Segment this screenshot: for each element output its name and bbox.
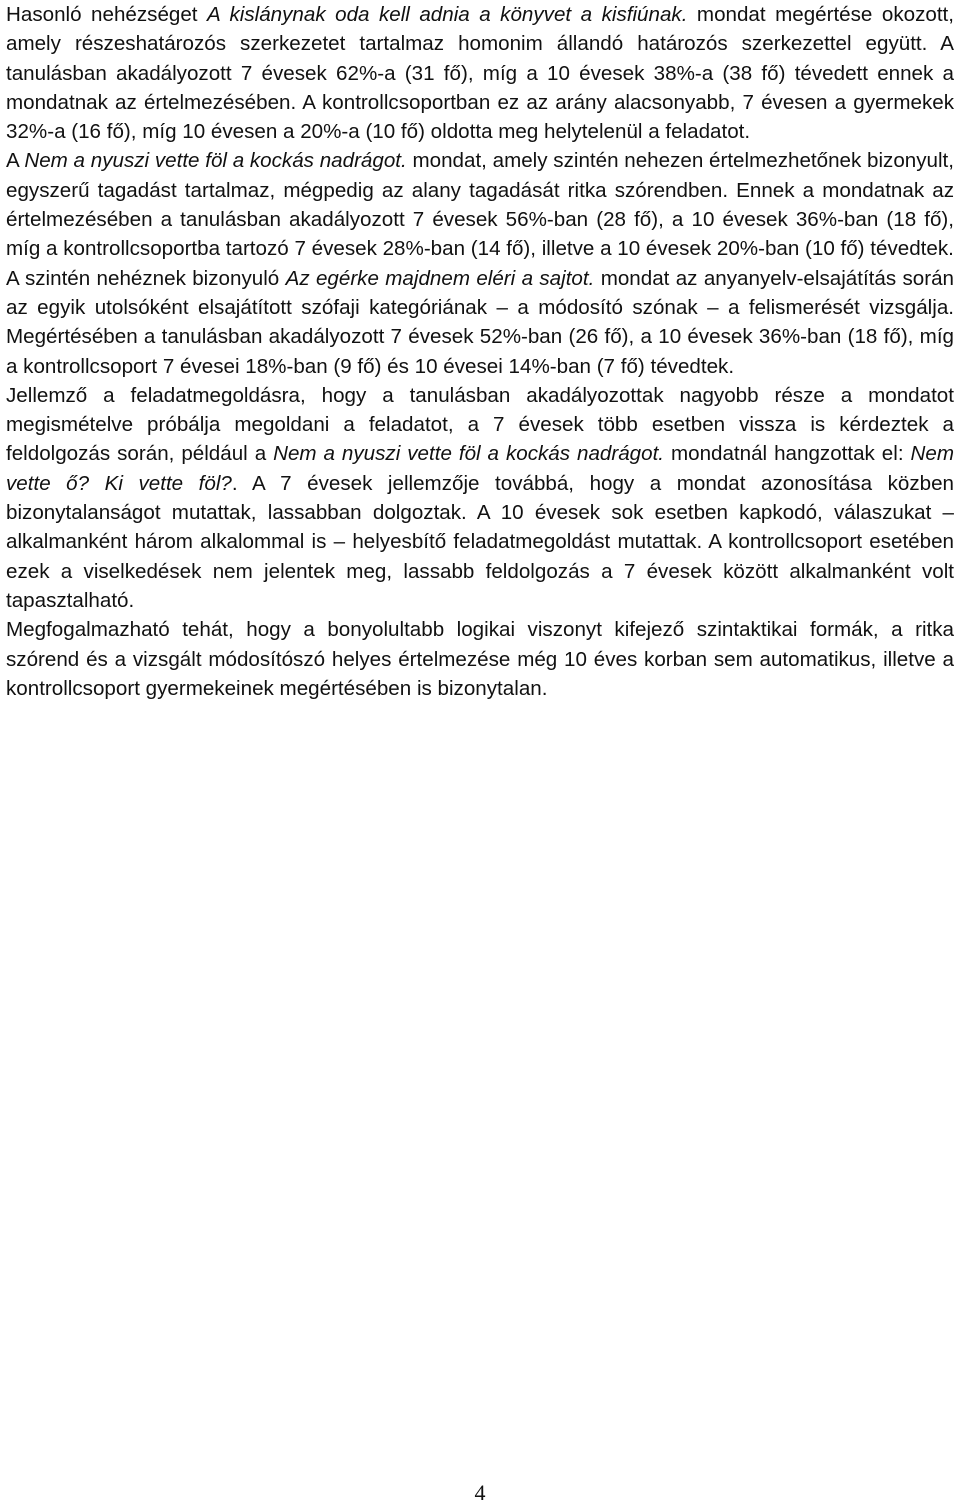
paragraph-2 [6, 146, 954, 263]
paragraph-2-example-sentence: Nem a nyuszi vette föl a kockás nadrágot. [24, 149, 407, 173]
paragraph-5 [6, 615, 954, 703]
paragraph-2-text-1: A [6, 149, 25, 173]
paragraph-4-text-2: mondatnál hangzottak el: [664, 442, 911, 466]
paragraph-4-text-3: . A 7 évesek jellemzője továbbá, hogy a mondat azonosítása közben bizonytalanságot mutattak, lassabban dolgoztak. A 10 évesek sok esetben kapkodó, válaszukat – alkalmanként három alkalommal is – helyesbítő feladatmegoldást mutattak. A kontrollcsoport esetében ezek a viselkedések nem jelentek meg, lassabb feldolgozás a 7 évesek között alkalmanként volt tapasztalható. [6, 471, 954, 612]
paragraph-4-example-sentence: Nem a nyuszi vette föl a kockás nadrágot. [273, 442, 665, 466]
paragraph-2-text-2: mondat, amely szintén nehezen értelmezhetőnek bizonyult, egyszerű tagadást tartalmaz, mégpedig az alany tagadását ritka szórendben. Ennek a mondatnak az értelmezésében a tanulásban akadályozott 7 évesek 56%-ban (28 fő), a 10 évesek 36%-ban (18 fő), míg a kontrollcsoportba tartozó 7 évesek 28%-ban (14 fő), illetve a 10 évesek 20%-ban (10 fő) tévedtek. [6, 149, 955, 261]
paragraph-3 [6, 264, 954, 381]
paragraph-5-text-1: Megfogalmazható tehát, hogy a bonyolultabb logikai viszonyt kifejező szintaktikai formák, a ritka szórend és a vizsgált módosítószó helyes értelmezése még 10 éves korban sem automatikus, illetve a kontrollcsoport gyermekeinek megértésében is bizonytalan. [6, 618, 954, 700]
paragraph-1-example-sentence: A kislánynak oda kell adnia a könyvet a kisfiúnak. [207, 3, 688, 26]
paragraph-1-text-1: Hasonló nehézséget [6, 3, 208, 26]
paragraph-4 [6, 381, 954, 615]
page-number: 4 [474, 1480, 486, 1505]
paragraph-1 [6, 0, 954, 146]
paragraph-3-text-1: A szintén nehéznek bizonyuló [6, 266, 286, 290]
paragraph-4-text-1: Jellemző a feladatmegoldásra, hogy a tanulásban akadályozottak nagyobb része a mondatot megismételve próbálja megoldani a feladatot, a 7 évesek több esetben vissza is kérdeztek a feldolgozás során, például a [6, 383, 954, 466]
document-body [6, 0, 954, 703]
paragraph-4-quoted-question: Nem vette ő? Ki vette föl? [6, 442, 954, 495]
paragraph-1-text-2: mondat megértése okozott, amely részeshatározós szerkezetet tartalmaz homonim állandó határozós szerkezettel együtt. A tanulásban akadályozott 7 évesek 62%-a (31 fő), míg a 10 évesek 38%-a (38 fő) tévedett ennek a mondatnak az értelmezésében. A kontrollcsoportban ez az arány alacsonyabb, 7 évesen a gyermekek 32%-a (16 fő), míg 10 évesen a 20%-a (10 fő) oldotta meg helytelenül a feladatot. [6, 3, 954, 144]
paragraph-3-text-2: mondat az anyanyelv-elsajátítás során az egyik utolsóként elsajátított szófaji kategóriának – a módosító szónak – a felismerését vizsgálja. Megértésében a tanulásban akadályozott 7 évesek 52%-ban (26 fő), a 10 évesek 36%-ban (18 fő), míg a kontrollcsoport 7 évesei 18%-ban (9 fő) és 10 évesei 14%-ban (7 fő) tévedtek. [6, 266, 955, 378]
paragraph-3-example-sentence: Az egérke majdnem eléri a sajtot. [285, 266, 595, 290]
